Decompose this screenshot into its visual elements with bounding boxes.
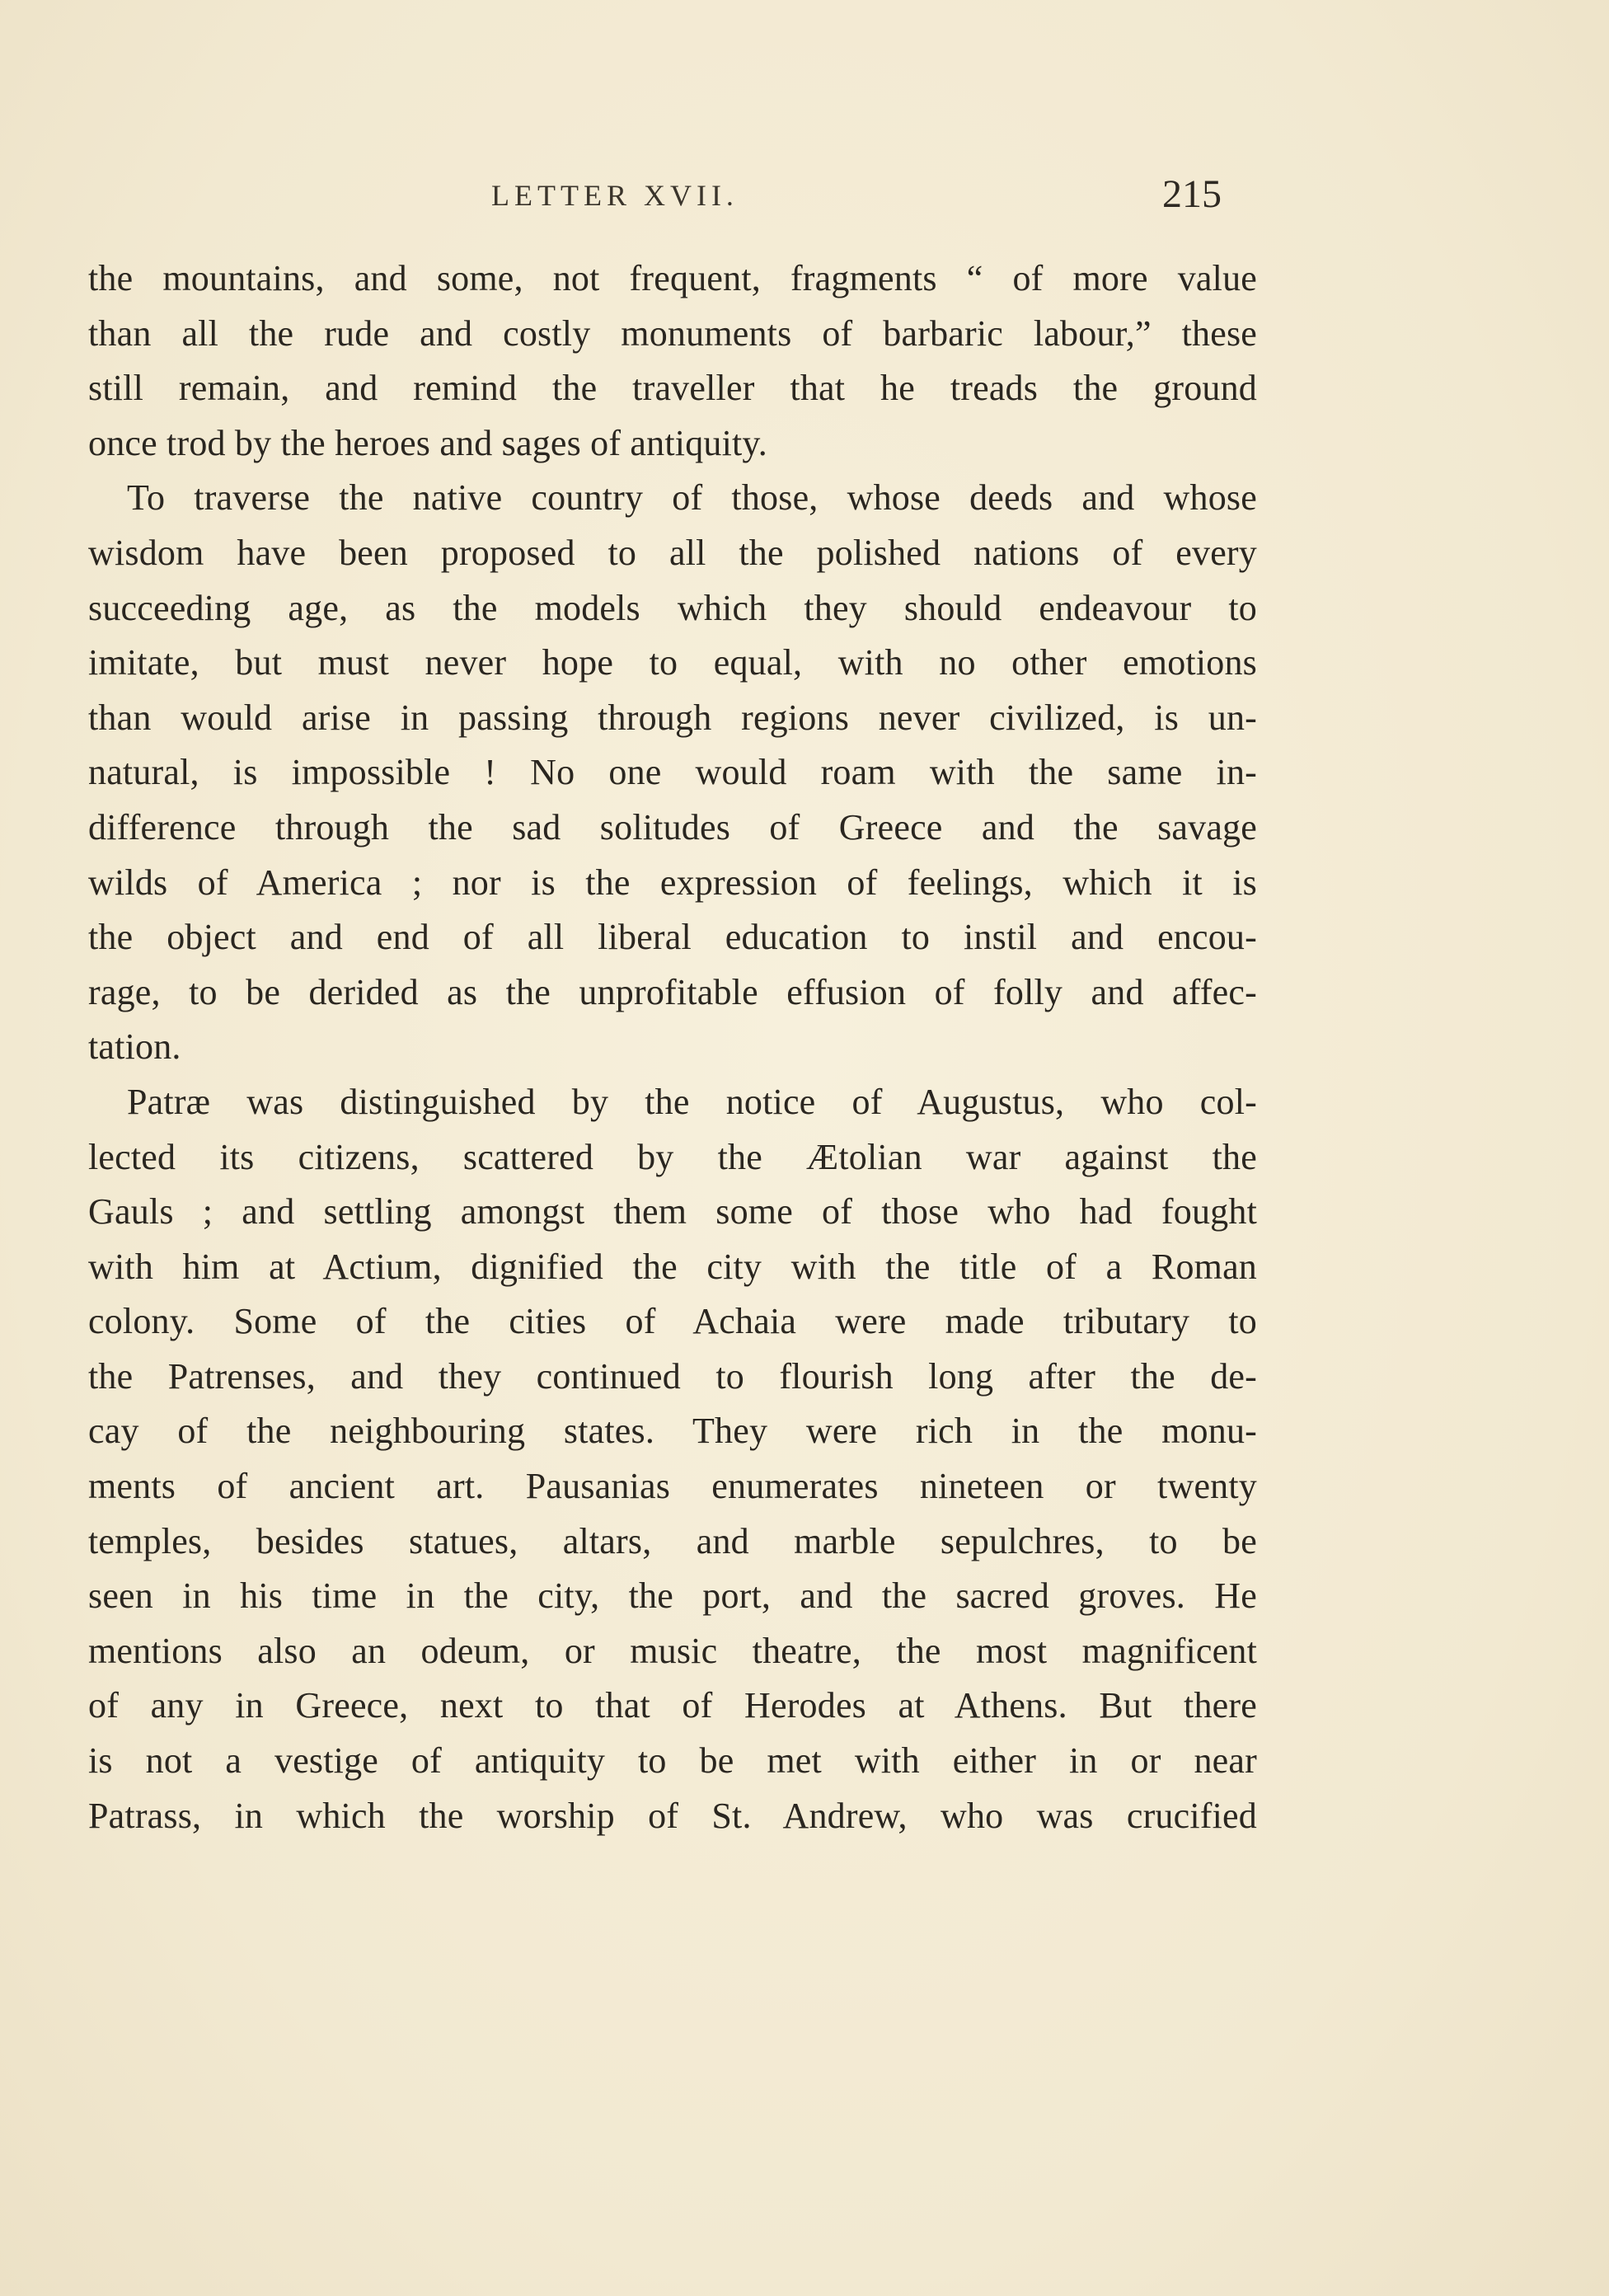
text-line: of any in Greece, next to that of Herodes at Athens. But there bbox=[88, 1685, 1257, 1726]
text-line: tation. bbox=[88, 1026, 181, 1068]
text-line: difference through the sad solitudes of Greece and the savage bbox=[88, 806, 1257, 848]
body-text bbox=[88, 251, 1257, 1843]
text-line: the Patrenses, and they continued to flourish long after the de- bbox=[88, 1355, 1257, 1397]
running-title: LETTER XVII. bbox=[491, 179, 739, 212]
text-line: the object and end of all liberal education to instil and encou- bbox=[88, 917, 1257, 958]
text-line: succeeding age, as the models which they should endeavour to bbox=[88, 587, 1257, 628]
text-line: wilds of America ; nor is the expression of feelings, which it is bbox=[88, 862, 1257, 903]
text-line: Gauls ; and settling amongst them some of those who had fought bbox=[88, 1191, 1257, 1233]
text-line: mentions also an odeum, or music theatre, the most magnificent bbox=[88, 1630, 1257, 1671]
text-line: with him at Actium, dignified the city with the title of a Roman bbox=[88, 1246, 1257, 1287]
text-line: rage, to be derided as the unprofitable effusion of folly and affec- bbox=[88, 971, 1257, 1012]
text-line: than would arise in passing through regions never civilized, is un- bbox=[88, 697, 1257, 738]
text-line: imitate, but must never hope to equal, with no other emotions bbox=[88, 642, 1257, 683]
text-line: natural, is impossible ! No one would roam with the same in- bbox=[88, 752, 1257, 793]
text-line: colony. Some of the cities of Achaia were made tributary to bbox=[88, 1301, 1257, 1342]
text-line: lected its citizens, scattered by the Ætolian war against the bbox=[88, 1136, 1257, 1177]
page-number: 215 bbox=[1162, 172, 1222, 216]
text-line: ments of ancient art. Pausanias enumerates nineteen or twenty bbox=[88, 1466, 1257, 1507]
text-line: Patræ was distinguished by the notice of Augustus, who col- bbox=[127, 1081, 1257, 1122]
paragraph-2 bbox=[88, 471, 1257, 1075]
text-line: the mountains, and some, not frequent, fragments “ of more value bbox=[88, 258, 1257, 298]
text-line: temples, besides statues, altars, and marble sepulchres, to be bbox=[88, 1520, 1257, 1561]
text-line: once trod by the heroes and sages of antiquity. bbox=[88, 422, 767, 463]
text-line: than all the rude and costly monuments of barbaric labour,” these bbox=[88, 312, 1257, 354]
text-line: cay of the neighbouring states. They were rich in the monu- bbox=[88, 1411, 1257, 1452]
text-line: wisdom have been proposed to all the polished nations of every bbox=[88, 532, 1257, 573]
paragraph-1 bbox=[88, 251, 1257, 471]
text-line: is not a vestige of antiquity to be met with either in or near bbox=[88, 1740, 1257, 1782]
text-line: seen in his time in the city, the port, and the sacred groves. He bbox=[88, 1575, 1257, 1617]
paragraph-3 bbox=[88, 1075, 1257, 1843]
running-head bbox=[0, 171, 1609, 221]
text-line: still remain, and remind the traveller that he treads the ground bbox=[88, 368, 1257, 409]
text-line: Patrass, in which the worship of St. Andrew, who was crucified bbox=[88, 1795, 1257, 1836]
text-line: To traverse the native country of those, whose deeds and whose bbox=[127, 477, 1257, 519]
